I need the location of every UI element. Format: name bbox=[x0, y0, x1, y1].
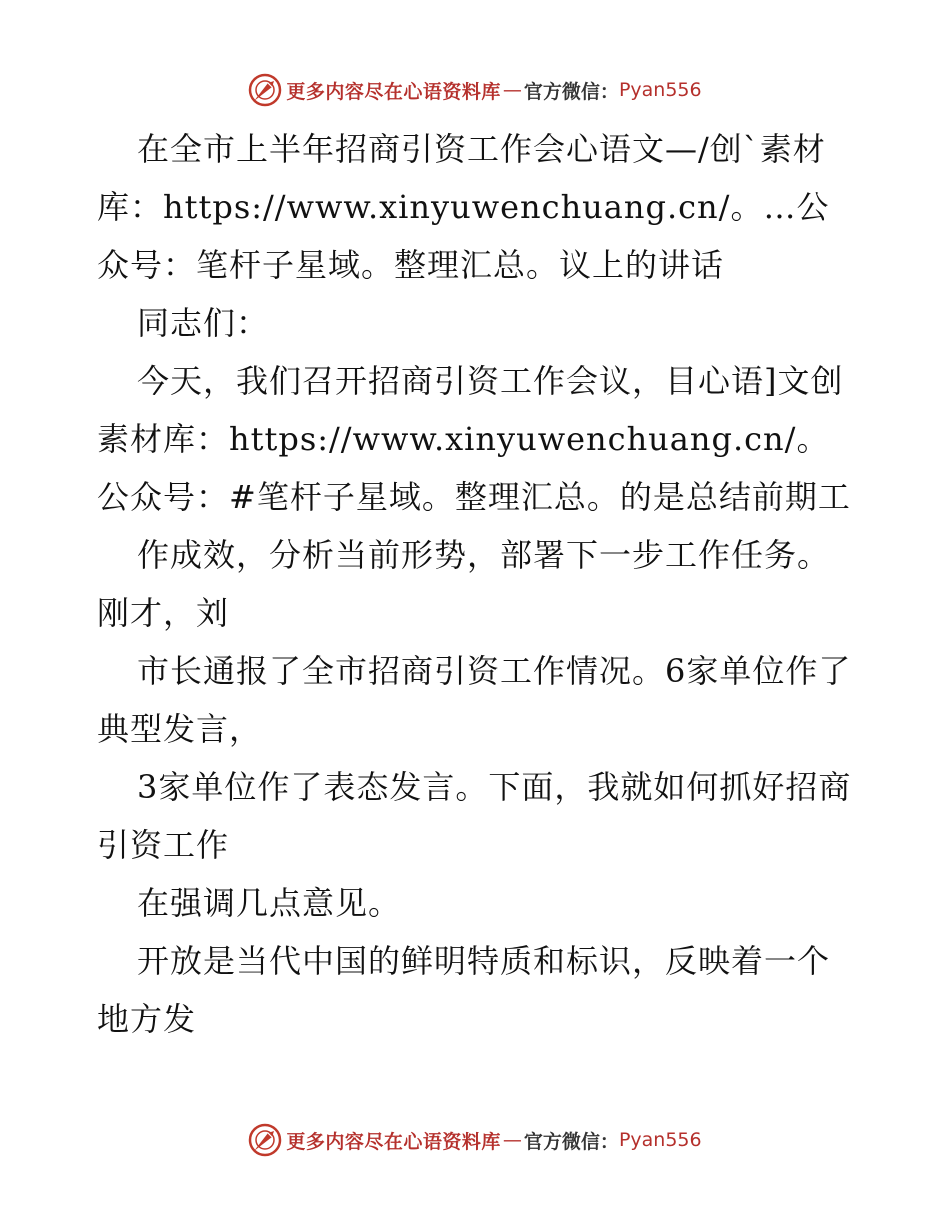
document-body bbox=[97, 120, 857, 1048]
paragraph-8: 开放是当代中国的鲜明特质和标识，反映着一个地方发 bbox=[97, 942, 831, 1038]
header-banner bbox=[0, 70, 950, 110]
header-site-text: 更多内容尽在心语资料库 bbox=[286, 80, 501, 103]
pen-nib-logo-icon bbox=[248, 1123, 282, 1157]
paragraph-6: 3家单位作了表态发言。下面，我就如何抓好招商引资工作 bbox=[97, 768, 852, 864]
footer-separator: — bbox=[502, 1129, 522, 1151]
paragraph-salutation: 同志们： bbox=[137, 304, 270, 342]
footer-banner bbox=[0, 1120, 950, 1160]
footer-wechat-id: Pyan556 bbox=[618, 1129, 702, 1151]
header-wechat-label: 官方微信： bbox=[523, 80, 619, 103]
footer-wechat-label: 官方微信： bbox=[523, 1130, 619, 1153]
header-wechat-id: Pyan556 bbox=[618, 79, 702, 101]
paragraph-5: 市长通报了全市招商引资工作情况。6家单位作了典型发言， bbox=[97, 652, 852, 748]
footer-site-text: 更多内容尽在心语资料库 bbox=[286, 1130, 501, 1153]
paragraph-3: 今天，我们召开招商引资工作会议，目心语]文创素材库：https://www.xinyuwenchuang.cn/。公众号：#笔杆子星域。整理汇总。的是总结前期工 bbox=[97, 362, 851, 516]
pen-nib-logo-icon bbox=[248, 73, 282, 107]
paragraph-title: 在全市上半年招商引资工作会心语文—/创`素材库：https://www.xinyuwenchuang.cn/。…公众号：笔杆子星域。整理汇总。议上的讲话 bbox=[97, 130, 830, 284]
paragraph-4: 作成效，分析当前形势，部署下一步工作任务。刚才，刘 bbox=[97, 536, 831, 632]
paragraph-7: 在强调几点意见。 bbox=[137, 884, 402, 922]
header-separator: — bbox=[502, 79, 522, 101]
